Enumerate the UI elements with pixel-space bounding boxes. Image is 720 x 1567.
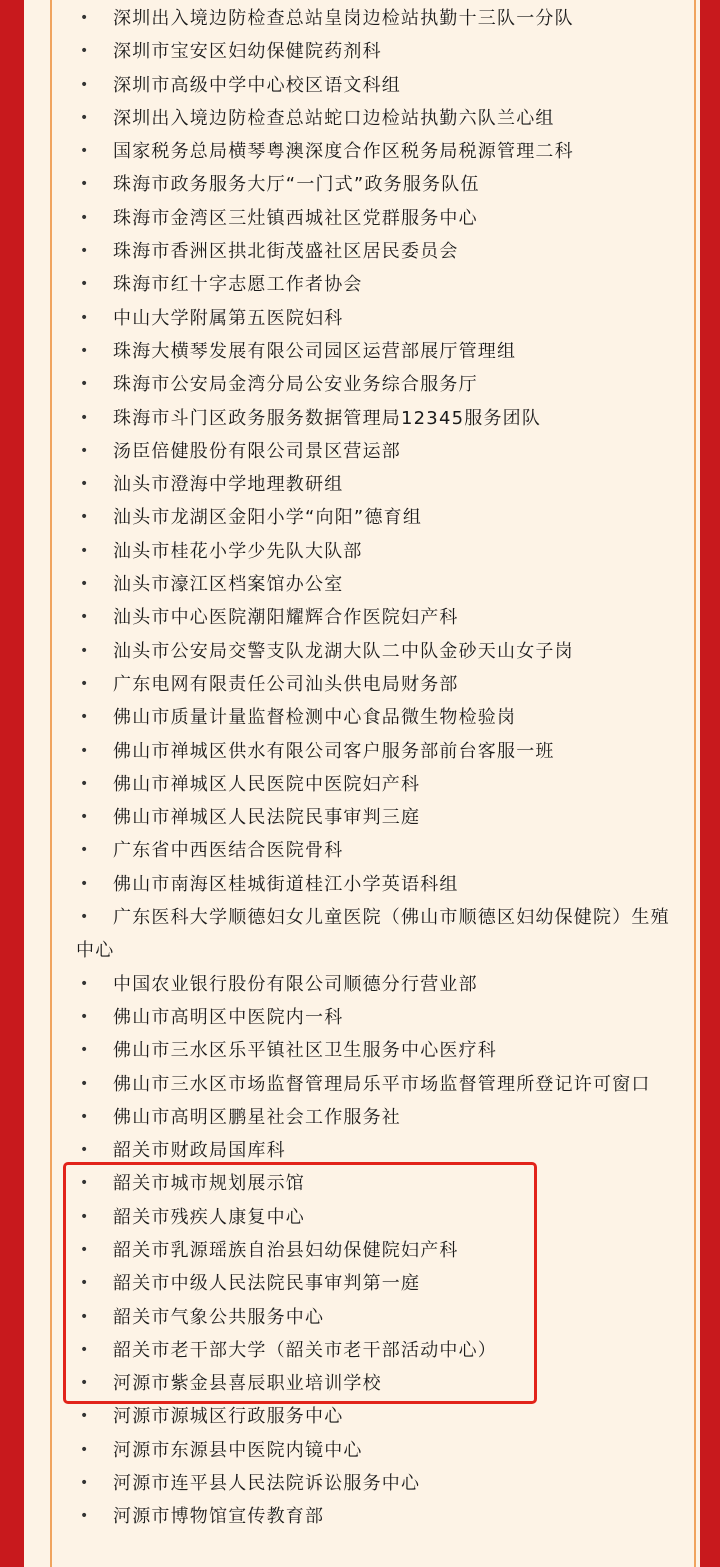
list-item [76, 1034, 672, 1067]
bullet-icon: • [80, 1108, 90, 1125]
list-item [76, 1267, 672, 1300]
bullet-icon: • [80, 1208, 90, 1225]
list-item [76, 768, 672, 801]
list-item-label: 汕头市濠江区档案馆办公室 [113, 574, 344, 596]
list-item-label: 汕头市中心医院潮阳耀辉合作医院妇产科 [113, 607, 459, 629]
list-item-label: 河源市博物馆宣传教育部 [113, 1506, 325, 1528]
list-item [76, 35, 672, 68]
bullet-icon: • [80, 642, 90, 659]
list-item [76, 468, 672, 501]
list-item-label: 佛山市高明区中医院内一科 [113, 1006, 344, 1028]
list-item-label: 佛山市高明区鹏星社会工作服务社 [113, 1106, 401, 1128]
organization-list [76, 2, 672, 1534]
bullet-icon: • [80, 1142, 90, 1159]
list-item [76, 1400, 672, 1433]
list-item [76, 901, 672, 968]
list-item-label: 汕头市龙湖区金阳小学“向阳”德育组 [113, 507, 423, 529]
bullet-icon: • [80, 842, 90, 859]
list-item [76, 402, 672, 435]
list-item-label: 韶关市老干部大学（韶关市老干部活动中心） [113, 1339, 497, 1361]
bullet-icon: • [80, 709, 90, 726]
list-item [76, 235, 672, 268]
list-item-label: 佛山市禅城区人民法院民事审判三庭 [113, 807, 421, 829]
list-item [76, 335, 672, 368]
bullet-icon: • [80, 775, 90, 792]
list-item [76, 868, 672, 901]
bullet-icon: • [80, 809, 90, 826]
list-item-label: 河源市连平县人民法院诉讼服务中心 [113, 1473, 421, 1495]
bullet-icon: • [80, 1241, 90, 1258]
bullet-icon: • [80, 176, 90, 193]
list-item-label: 汕头市公安局交警支队龙湖大队二中队金砂天山女子岗 [113, 640, 574, 662]
bullet-icon: • [80, 1075, 90, 1092]
list-item-label: 深圳出入境边防检查总站皇岗边检站执勤十三队一分队 [113, 8, 574, 29]
list-item-label: 广东医科大学顺德妇女儿童医院（佛山市顺德区妇幼保健院）生殖中心 [76, 907, 670, 962]
list-item [76, 2, 672, 35]
list-item-label: 韶关市中级人民法院民事审判第一庭 [113, 1273, 421, 1295]
list-item [76, 601, 672, 634]
list-item-label: 河源市东源县中医院内镜中心 [113, 1439, 363, 1461]
bullet-icon: • [80, 209, 90, 226]
bullet-icon: • [80, 43, 90, 60]
bullet-icon: • [80, 1441, 90, 1458]
list-item-label: 珠海市金湾区三灶镇西城社区党群服务中心 [113, 207, 478, 229]
list-item-label: 珠海市红十字志愿工作者协会 [113, 274, 363, 296]
list-item-label: 中国农业银行股份有限公司顺德分行营业部 [113, 973, 478, 995]
bullet-icon: • [80, 909, 90, 926]
list-item-label: 广东省中西医结合医院骨科 [113, 840, 344, 862]
list-item [76, 1467, 672, 1500]
list-item [76, 501, 672, 534]
bullet-icon: • [80, 1375, 90, 1392]
list-item [76, 1234, 672, 1267]
bullet-icon: • [80, 1308, 90, 1325]
list-item [76, 735, 672, 768]
bullet-icon: • [80, 476, 90, 493]
list-item-label: 汤臣倍健股份有限公司景区营运部 [113, 440, 401, 462]
bullet-icon: • [80, 875, 90, 892]
list-item [76, 801, 672, 834]
list-item [76, 302, 672, 335]
list-item-label: 河源市紫金县喜辰职业培训学校 [113, 1373, 382, 1395]
bullet-icon: • [80, 1408, 90, 1425]
list-item [76, 968, 672, 1001]
list-item-label: 佛山市禅城区人民医院中医院妇产科 [113, 773, 421, 795]
bullet-icon: • [80, 409, 90, 426]
bullet-icon: • [80, 1508, 90, 1525]
list-item-label: 珠海大横琴发展有限公司园区运营部展厅管理组 [113, 340, 517, 362]
list-item-label: 佛山市三水区乐平镇社区卫生服务中心医疗科 [113, 1040, 497, 1062]
bullet-icon: • [80, 742, 90, 759]
list-item-label: 韶关市乳源瑶族自治县妇幼保健院妇产科 [113, 1239, 459, 1261]
list-item [76, 435, 672, 468]
list-item-label: 韶关市城市规划展示馆 [113, 1173, 305, 1195]
list-item-label: 汕头市桂花小学少先队大队部 [113, 540, 363, 562]
list-item [76, 202, 672, 235]
bullet-icon: • [80, 675, 90, 692]
bullet-icon: • [80, 609, 90, 626]
list-item [76, 701, 672, 734]
list-item-label: 珠海市香洲区拱北街茂盛社区居民委员会 [113, 241, 459, 263]
list-item-label: 汕头市澄海中学地理教研组 [113, 474, 344, 496]
list-item-label: 佛山市禅城区供水有限公司客户服务部前台客服一班 [113, 740, 555, 762]
list-item [76, 268, 672, 301]
list-item-label: 珠海市斗门区政务服务数据管理局12345服务团队 [113, 407, 542, 429]
list-item [76, 834, 672, 867]
bullet-icon: • [80, 442, 90, 459]
list-item [76, 135, 672, 168]
bullet-icon: • [80, 1341, 90, 1358]
list-item-label: 中山大学附属第五医院妇科 [113, 307, 344, 329]
list-item [76, 1101, 672, 1134]
list-item-label: 珠海市政务服务大厅“一门式”政务服务队伍 [113, 174, 480, 196]
bullet-icon: • [80, 143, 90, 160]
list-item [76, 1500, 672, 1533]
list-item [76, 1334, 672, 1367]
list-item [76, 102, 672, 135]
list-item-label: 韶关市残疾人康复中心 [113, 1206, 305, 1228]
list-item [76, 668, 672, 701]
list-item [76, 368, 672, 401]
list-item [76, 635, 672, 668]
bullet-icon: • [80, 76, 90, 93]
list-item-label: 深圳出入境边防检查总站蛇口边检站执勤六队兰心组 [113, 107, 555, 129]
list-item [76, 168, 672, 201]
bullet-icon: • [80, 509, 90, 526]
bullet-icon: • [80, 1008, 90, 1025]
list-item [76, 1001, 672, 1034]
list-item-label: 佛山市三水区市场监督管理局乐平市场监督管理所登记许可窗口 [113, 1073, 651, 1095]
list-item-label: 韶关市气象公共服务中心 [113, 1306, 325, 1328]
list-item [76, 1167, 672, 1200]
list-item [76, 1367, 672, 1400]
list-item [76, 1301, 672, 1334]
bullet-icon: • [80, 1475, 90, 1492]
list-item-label: 珠海市公安局金湾分局公安业务综合服务厅 [113, 374, 478, 396]
list-item-label: 佛山市南海区桂城街道桂江小学英语科组 [113, 873, 459, 895]
bullet-icon: • [80, 243, 90, 260]
list-item-label: 广东电网有限责任公司汕头供电局财务部 [113, 673, 459, 695]
list-item [76, 1134, 672, 1167]
bullet-icon: • [80, 276, 90, 293]
bullet-icon: • [80, 10, 90, 26]
bullet-icon: • [80, 975, 90, 992]
list-item [76, 69, 672, 102]
bullet-icon: • [80, 109, 90, 126]
list-item [76, 1434, 672, 1467]
list-item-label: 韶关市财政局国库科 [113, 1140, 286, 1162]
list-item-label: 国家税务总局横琴粤澳深度合作区税务局税源管理二科 [113, 141, 574, 163]
list-item [76, 1201, 672, 1234]
bullet-icon: • [80, 576, 90, 593]
bullet-icon: • [80, 542, 90, 559]
list-item-label: 河源市源城区行政服务中心 [113, 1406, 344, 1428]
list-item-label: 深圳市宝安区妇幼保健院药剂科 [113, 41, 382, 63]
bullet-icon: • [80, 1042, 90, 1059]
bullet-icon: • [80, 1275, 90, 1292]
bullet-icon: • [80, 376, 90, 393]
list-item [76, 568, 672, 601]
list-item-label: 深圳市高级中学中心校区语文科组 [113, 74, 401, 96]
bullet-icon: • [80, 1175, 90, 1192]
list-item-label: 佛山市质量计量监督检测中心食品微生物检验岗 [113, 707, 517, 729]
list-item [76, 1068, 672, 1101]
list-item [76, 535, 672, 568]
bullet-icon: • [80, 342, 90, 359]
bullet-icon: • [80, 309, 90, 326]
